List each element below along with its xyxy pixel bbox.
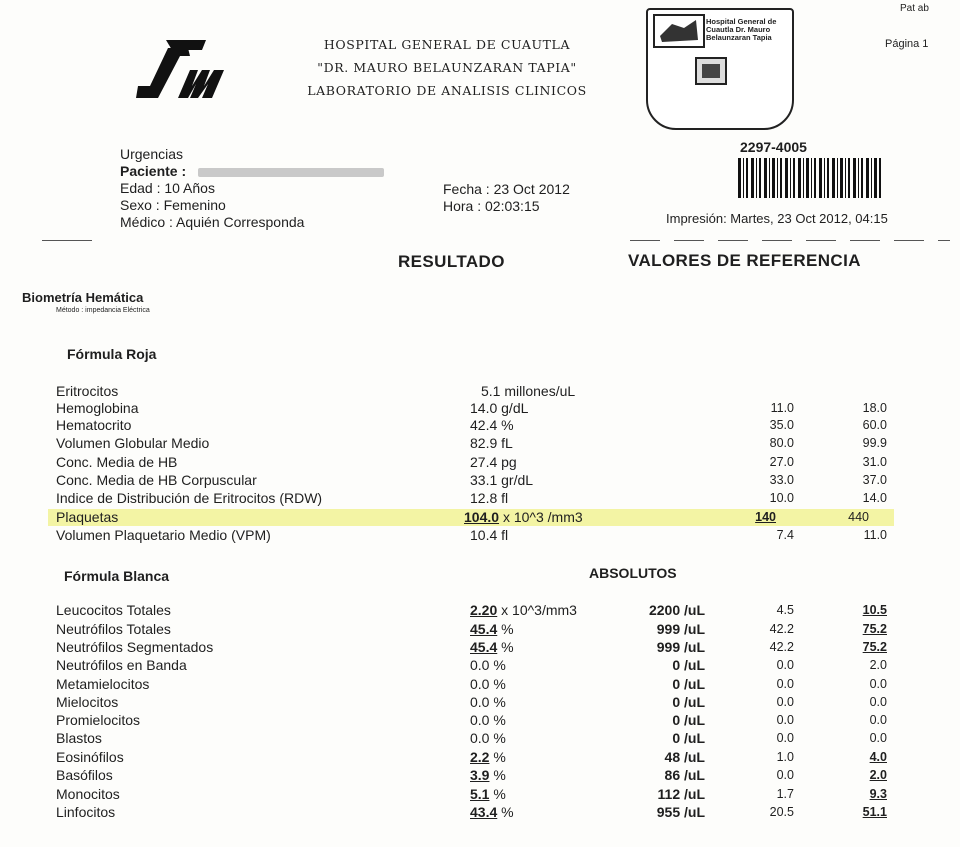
test-value-group bbox=[470, 417, 514, 434]
ref-high: 99.9 bbox=[862, 436, 887, 450]
test-unit: fl bbox=[501, 527, 509, 543]
test-value-group bbox=[470, 712, 506, 729]
test-name: Basófilos bbox=[56, 767, 113, 783]
ref-low: 0.0 bbox=[776, 658, 794, 672]
test-value: 45.4 bbox=[470, 621, 498, 637]
test-value: 12.8 bbox=[470, 490, 498, 506]
ref-low: 4.5 bbox=[776, 603, 794, 617]
report-date: Fecha : 23 Oct 2012 bbox=[443, 181, 570, 197]
redacted-name bbox=[198, 168, 384, 177]
test-value: 0.0 bbox=[470, 712, 490, 728]
ref-low: 35.0 bbox=[769, 418, 794, 432]
ref-high: 4.0 bbox=[869, 750, 887, 764]
absolute-value: 112 /uL bbox=[657, 786, 705, 802]
test-unit: % bbox=[501, 621, 514, 637]
ref-low: 0.0 bbox=[776, 768, 794, 782]
test-value: 0.0 bbox=[470, 694, 490, 710]
table-row bbox=[0, 383, 960, 400]
ref-high: 31.0 bbox=[862, 455, 887, 469]
table-row bbox=[0, 454, 960, 471]
test-name: Hematocrito bbox=[56, 417, 132, 433]
test-value-group bbox=[470, 767, 506, 784]
test-unit: % bbox=[493, 767, 506, 783]
ref-high: 2.0 bbox=[869, 768, 887, 782]
test-name: Blastos bbox=[56, 730, 102, 746]
white-formula-title: Fórmula Blanca bbox=[64, 568, 170, 584]
test-value: 3.9 bbox=[470, 767, 490, 783]
absolute-value: 2200 /uL bbox=[648, 602, 705, 618]
ref-high: 60.0 bbox=[862, 418, 887, 432]
ref-high: 14.0 bbox=[862, 491, 887, 505]
ref-low: 1.7 bbox=[776, 787, 794, 801]
absolute-value: 0 /uL bbox=[672, 712, 705, 728]
test-name: Mielocitos bbox=[56, 694, 119, 710]
test-value: 43.4 bbox=[470, 804, 498, 820]
test-name: Volumen Globular Medio bbox=[56, 435, 210, 451]
test-unit: g/dL bbox=[501, 400, 529, 416]
lab-name: LABORATORIO DE ANALISIS CLINICOS bbox=[307, 83, 587, 98]
test-value: 14.0 bbox=[470, 400, 498, 416]
absolute-value: 0 /uL bbox=[672, 657, 705, 673]
seal-text: Hospital General de Cuautla Dr. Mauro Belaunzaran Tapia bbox=[706, 17, 777, 42]
hospital-name: HOSPITAL GENERAL DE CUAUTLA bbox=[323, 37, 571, 52]
ref-high: 0.0 bbox=[869, 695, 887, 709]
test-value-group bbox=[470, 749, 506, 766]
test-value-group bbox=[470, 602, 577, 619]
test-value-group bbox=[470, 804, 514, 821]
print-date: Impresión: Martes, 23 Oct 2012, 04:15 bbox=[666, 211, 888, 226]
report-code: Pat ab bbox=[900, 3, 929, 14]
ref-high: 9.3 bbox=[869, 787, 887, 801]
test-name: Neutrófilos Segmentados bbox=[56, 639, 214, 655]
table-row bbox=[0, 804, 960, 821]
test-value-group bbox=[470, 676, 506, 693]
ref-low: 0.0 bbox=[776, 695, 794, 709]
test-unit: % bbox=[493, 694, 506, 710]
absolute-value: 48 /uL bbox=[664, 749, 705, 765]
absolute-value: 0 /uL bbox=[672, 676, 705, 692]
test-unit: fL bbox=[501, 435, 513, 451]
table-row bbox=[0, 400, 960, 417]
table-row bbox=[0, 527, 960, 544]
ref-high: 0.0 bbox=[869, 713, 887, 727]
test-value: 2.2 bbox=[470, 749, 490, 765]
patient-doctor: Médico : Aquién Corresponda bbox=[120, 214, 305, 230]
study-title: Biometría Hemática bbox=[22, 290, 144, 305]
test-unit: fl bbox=[501, 490, 509, 506]
patient-age: Edad : 10 Años bbox=[120, 180, 215, 196]
test-unit: gr/dL bbox=[501, 472, 534, 488]
ref-high: 75.2 bbox=[862, 622, 887, 636]
absolute-value: 86 /uL bbox=[664, 767, 705, 783]
ref-low: 140 bbox=[755, 510, 776, 524]
table-row bbox=[0, 417, 960, 434]
table-row bbox=[0, 490, 960, 507]
report-time: Hora : 02:03:15 bbox=[443, 198, 540, 214]
test-value: 27.4 bbox=[470, 454, 498, 470]
test-unit: % bbox=[493, 676, 506, 692]
test-unit: x 10^3 /mm3 bbox=[502, 509, 583, 525]
reference-header: VALORES DE REFERENCIA bbox=[628, 251, 861, 270]
test-value: 42.4 bbox=[470, 417, 498, 433]
test-name: Plaquetas bbox=[56, 509, 119, 525]
patient-info bbox=[120, 146, 304, 231]
ref-high: 440 bbox=[848, 510, 869, 524]
test-value-group bbox=[470, 694, 506, 711]
test-value-group bbox=[470, 621, 514, 638]
test-name: Eosinófilos bbox=[56, 749, 124, 765]
red-formula-title: Fórmula Roja bbox=[67, 346, 157, 362]
test-value: 5.1 bbox=[470, 786, 490, 802]
test-value-group bbox=[464, 509, 583, 526]
test-value: 104.0 bbox=[464, 509, 500, 525]
absolute-value: 999 /uL bbox=[656, 621, 705, 637]
ref-low: 7.4 bbox=[776, 528, 794, 542]
absolute-value: 0 /uL bbox=[672, 730, 705, 746]
ref-low: 0.0 bbox=[776, 677, 794, 691]
ref-high: 75.2 bbox=[862, 640, 887, 654]
absolute-value: 955 /uL bbox=[656, 804, 705, 820]
test-name: Linfocitos bbox=[56, 804, 116, 820]
ref-low: 42.2 bbox=[769, 640, 794, 654]
ref-low: 0.0 bbox=[776, 731, 794, 745]
divider bbox=[630, 240, 950, 241]
test-value-group bbox=[481, 383, 575, 400]
page-number: Página 1 bbox=[885, 38, 929, 50]
ref-high: 18.0 bbox=[862, 401, 887, 415]
hospital-subname: "DR. MAURO BELAUNZARAN TAPIA" bbox=[317, 60, 577, 75]
test-value: 82.9 bbox=[470, 435, 498, 451]
test-value: 33.1 bbox=[470, 472, 498, 488]
test-name: Promielocitos bbox=[56, 712, 141, 728]
test-value-group bbox=[470, 454, 517, 471]
test-unit: pg bbox=[501, 454, 517, 470]
test-name: Conc. Media de HB bbox=[56, 454, 178, 470]
test-name: Neutrófilos en Banda bbox=[56, 657, 187, 673]
test-value: 45.4 bbox=[470, 639, 498, 655]
test-value-group bbox=[470, 490, 508, 507]
test-name: Volumen Plaquetario Medio (VPM) bbox=[56, 527, 271, 543]
test-unit: % bbox=[493, 712, 506, 728]
ref-low: 1.0 bbox=[776, 750, 794, 764]
table-row bbox=[0, 712, 960, 729]
datetime bbox=[443, 181, 570, 215]
table-row bbox=[0, 639, 960, 656]
ref-low: 33.0 bbox=[769, 473, 794, 487]
test-value: 0.0 bbox=[470, 676, 490, 692]
table-row bbox=[0, 435, 960, 452]
test-value-group bbox=[470, 435, 513, 452]
test-value-group bbox=[470, 472, 533, 489]
ref-low: 20.5 bbox=[769, 805, 794, 819]
result-header: RESULTADO bbox=[398, 252, 505, 271]
test-value-group bbox=[470, 527, 508, 544]
ref-low: 80.0 bbox=[769, 436, 794, 450]
table-row bbox=[0, 730, 960, 747]
test-value: 0.0 bbox=[470, 657, 490, 673]
test-unit: % bbox=[493, 657, 506, 673]
barcode bbox=[738, 158, 884, 203]
test-name: Leucocitos Totales bbox=[56, 602, 171, 618]
test-unit: x 10^3/mm3 bbox=[501, 602, 577, 618]
test-unit: % bbox=[501, 804, 514, 820]
ref-low: 0.0 bbox=[776, 713, 794, 727]
test-unit: % bbox=[501, 639, 514, 655]
test-unit: % bbox=[493, 730, 506, 746]
patient-label: Paciente : bbox=[120, 163, 187, 179]
test-name: Hemoglobina bbox=[56, 400, 139, 416]
area: Urgencias bbox=[120, 146, 184, 162]
table-row-highlighted bbox=[48, 509, 894, 526]
absolute-value: 999 /uL bbox=[656, 639, 705, 655]
test-unit: millones/uL bbox=[504, 383, 576, 399]
test-name: Conc. Media de HB Corpuscular bbox=[56, 472, 257, 488]
ref-high: 11.0 bbox=[863, 528, 887, 542]
test-value-group bbox=[470, 639, 514, 656]
test-value-group bbox=[470, 786, 506, 803]
test-unit: % bbox=[493, 749, 506, 765]
table-row bbox=[0, 676, 960, 693]
barcode-number: 2297-4005 bbox=[740, 139, 807, 155]
test-name: Monocitos bbox=[56, 786, 120, 802]
test-name: Eritrocitos bbox=[56, 383, 119, 399]
ref-high: 51.1 bbox=[862, 805, 887, 819]
table-row bbox=[0, 767, 960, 784]
test-value: 10.4 bbox=[470, 527, 498, 543]
ref-high: 10.5 bbox=[862, 603, 887, 617]
hospital-logo bbox=[128, 28, 238, 106]
test-name: Neutrófilos Totales bbox=[56, 621, 171, 637]
patient-sex: Sexo : Femenino bbox=[120, 197, 226, 213]
ref-high: 0.0 bbox=[869, 677, 887, 691]
table-row bbox=[0, 621, 960, 638]
test-name: Metamielocitos bbox=[56, 676, 150, 692]
table-row bbox=[0, 786, 960, 803]
test-value-group bbox=[470, 400, 528, 417]
hospital-header bbox=[282, 33, 612, 102]
ref-high: 2.0 bbox=[869, 658, 887, 672]
test-value-group bbox=[470, 730, 506, 747]
ref-low: 27.0 bbox=[769, 455, 794, 469]
ref-low: 42.2 bbox=[769, 622, 794, 636]
absolutes-header: ABSOLUTOS bbox=[589, 565, 677, 581]
divider bbox=[42, 240, 92, 241]
table-row bbox=[0, 694, 960, 711]
table-row bbox=[0, 602, 960, 619]
table-row bbox=[0, 749, 960, 766]
ref-high: 37.0 bbox=[862, 473, 887, 487]
test-value: 5.1 bbox=[481, 383, 501, 399]
test-value-group bbox=[470, 657, 506, 674]
test-unit: % bbox=[501, 417, 514, 433]
test-unit: % bbox=[493, 786, 506, 802]
ref-high: 0.0 bbox=[869, 731, 887, 745]
table-row bbox=[0, 657, 960, 674]
study-method: Método : impedancia Eléctrica bbox=[56, 307, 150, 314]
test-name: Indice de Distribución de Eritrocitos (RDW) bbox=[56, 490, 323, 506]
table-row bbox=[0, 472, 960, 489]
test-value: 2.20 bbox=[470, 602, 498, 618]
test-value: 0.0 bbox=[470, 730, 490, 746]
absolute-value: 0 /uL bbox=[672, 694, 705, 710]
ref-low: 10.0 bbox=[769, 491, 794, 505]
ref-low: 11.0 bbox=[770, 401, 794, 415]
hospital-seal bbox=[646, 8, 794, 130]
